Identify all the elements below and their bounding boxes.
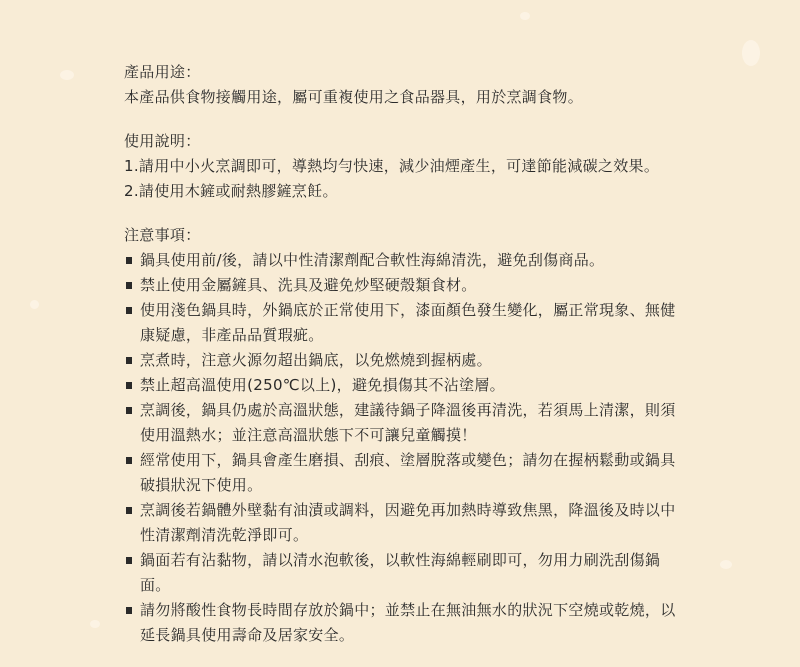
purpose-text: 本產品供食物接觸用途，屬可重複使用之食品器具，用於烹調食物。 [124,88,584,106]
note-item: 使用淺色鍋具時，外鍋底於正常使用下，漆面顏色發生變化，屬正常現象、無健康疑慮，非產品品質瑕疵。 [124,298,684,348]
instructions-heading: 使用說明： [124,132,201,150]
product-info [124,60,684,667]
note-item: 烹調後若鍋體外壁黏有油漬或調料，因避免再加熱時導致焦黑，降溫後及時以中性清潔劑清洗乾淨即可。 [124,498,684,548]
notes-section [124,223,684,648]
note-item: 經常使用下，鍋具會產生磨損、刮痕、塗層脫落或變色；請勿在握柄鬆動或鍋具破損狀況下使用。 [124,448,684,498]
notes-list [124,248,684,648]
instruction-item [124,154,684,179]
notes-heading: 注意事項： [124,226,201,244]
purpose-section [124,60,684,110]
note-item: 禁止超高溫使用(250℃以上)，避免損傷其不沾塗層。 [124,373,684,398]
instruction-text: 請用中小火烹調即可，導熱均勻快速，減少油煙產生，可達節能減碳之效果。 [138,157,660,175]
note-item: 請勿將酸性食物長時間存放於鍋中；並禁止在無油無水的狀況下空燒或乾燒，以延長鍋具使用壽命及居家安全。 [124,598,684,648]
note-item: 禁止使用金屬鏟具、洗具及避免炒堅硬殼類食材。 [124,273,684,298]
instruction-number: 1. [124,157,139,175]
instruction-number: 2. [124,182,139,200]
instruction-text: 請使用木鏟或耐熱膠鏟烹飪。 [138,182,338,200]
purpose-heading: 產品用途： [124,63,201,81]
note-item: 鍋具使用前/後，請以中性清潔劑配合軟性海綿清洗，避免刮傷商品。 [124,248,684,273]
note-item: 烹煮時，注意火源勿超出鍋底，以免燃燒到握柄處。 [124,348,684,373]
note-item: 鍋面若有沾黏物，請以清水泡軟後，以軟性海綿輕刷即可，勿用力刷洗刮傷鍋面。 [124,548,684,598]
instructions-section [124,129,684,204]
instruction-item [124,179,684,204]
note-item: 烹調後，鍋具仍處於高溫狀態，建議待鍋子降溫後再清洗，若須馬上清潔，則須使用溫熱水；並注意高溫狀態下不可讓兒童觸摸！ [124,398,684,448]
